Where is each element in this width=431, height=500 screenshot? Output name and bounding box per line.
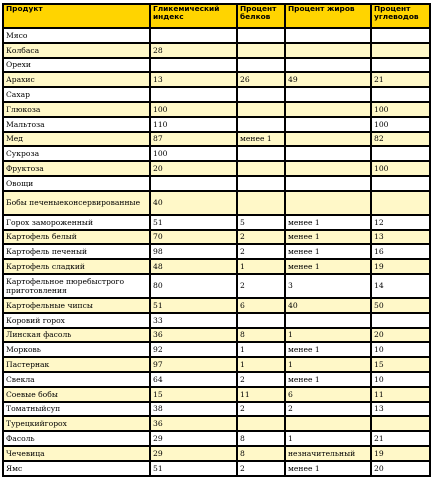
cell-protein: 2 xyxy=(237,244,285,259)
cell-carbs xyxy=(371,416,430,431)
cell-carbs xyxy=(371,43,430,58)
cell-fat: 3 xyxy=(285,274,371,298)
cell-fat: менее 1 xyxy=(285,342,371,357)
table-row xyxy=(3,342,430,357)
cell-glycemic-index xyxy=(150,176,237,191)
header-fat: Процент жиров xyxy=(285,4,371,28)
cell-protein: 5 xyxy=(237,215,285,230)
cell-carbs: 21 xyxy=(371,72,430,87)
cell-glycemic-index: 87 xyxy=(150,132,237,147)
cell-product: Коровий горох xyxy=(3,313,150,328)
cell-product: Овощи xyxy=(3,176,150,191)
cell-fat: 1 xyxy=(285,328,371,343)
cell-fat: 1 xyxy=(285,357,371,372)
cell-glycemic-index: 100 xyxy=(150,102,237,117)
cell-glycemic-index: 36 xyxy=(150,416,237,431)
cell-fat xyxy=(285,102,371,117)
table-row xyxy=(3,274,430,298)
table-row xyxy=(3,230,430,245)
header-product: Продукт xyxy=(3,4,150,28)
cell-product: Мальтоза xyxy=(3,117,150,132)
table-row xyxy=(3,372,430,387)
cell-protein: 1 xyxy=(237,259,285,274)
cell-product: Турецкийгорох xyxy=(3,416,150,431)
cell-carbs: 16 xyxy=(371,244,430,259)
cell-fat: менее 1 xyxy=(285,259,371,274)
cell-fat xyxy=(285,87,371,102)
cell-fat: менее 1 xyxy=(285,215,371,230)
cell-glycemic-index: 110 xyxy=(150,117,237,132)
cell-carbs: 13 xyxy=(371,230,430,245)
cell-protein: 2 xyxy=(237,230,285,245)
table-row xyxy=(3,402,430,417)
cell-fat xyxy=(285,146,371,161)
cell-carbs: 100 xyxy=(371,117,430,132)
cell-glycemic-index: 98 xyxy=(150,244,237,259)
cell-glycemic-index: 29 xyxy=(150,446,237,461)
table-row xyxy=(3,357,430,372)
cell-fat: менее 1 xyxy=(285,461,371,476)
cell-carbs: 20 xyxy=(371,461,430,476)
table-row xyxy=(3,215,430,230)
cell-product: Ямс xyxy=(3,461,150,476)
cell-product: Фруктоза xyxy=(3,161,150,176)
cell-product: Мясо xyxy=(3,28,150,43)
cell-product: Картофельное пюребыстрого приготовления xyxy=(3,274,150,298)
cell-product: Глюкоза xyxy=(3,102,150,117)
cell-protein xyxy=(237,176,285,191)
cell-product: Пастернак xyxy=(3,357,150,372)
cell-protein xyxy=(237,102,285,117)
table-row xyxy=(3,431,430,446)
cell-carbs: 50 xyxy=(371,298,430,313)
cell-carbs xyxy=(371,28,430,43)
cell-protein: 2 xyxy=(237,372,285,387)
cell-fat xyxy=(285,28,371,43)
cell-carbs xyxy=(371,146,430,161)
cell-glycemic-index: 48 xyxy=(150,259,237,274)
cell-carbs: 19 xyxy=(371,259,430,274)
cell-glycemic-index: 97 xyxy=(150,357,237,372)
cell-glycemic-index: 100 xyxy=(150,146,237,161)
table-row xyxy=(3,43,430,58)
cell-fat xyxy=(285,191,371,215)
table-row xyxy=(3,58,430,73)
cell-carbs: 15 xyxy=(371,357,430,372)
cell-product: Горох замороженный xyxy=(3,215,150,230)
header-protein: Процент белков xyxy=(237,4,285,28)
cell-product: Морковь xyxy=(3,342,150,357)
cell-fat xyxy=(285,117,371,132)
cell-protein xyxy=(237,146,285,161)
table-row xyxy=(3,132,430,147)
cell-carbs: 10 xyxy=(371,342,430,357)
cell-carbs: 10 xyxy=(371,372,430,387)
cell-glycemic-index: 51 xyxy=(150,298,237,313)
cell-product: Арахис xyxy=(3,72,150,87)
cell-carbs: 82 xyxy=(371,132,430,147)
cell-glycemic-index: 80 xyxy=(150,274,237,298)
cell-carbs: 13 xyxy=(371,402,430,417)
cell-product: Орехи xyxy=(3,58,150,73)
table-row xyxy=(3,259,430,274)
cell-fat xyxy=(285,58,371,73)
cell-protein: 6 xyxy=(237,298,285,313)
cell-protein xyxy=(237,191,285,215)
cell-carbs: 12 xyxy=(371,215,430,230)
cell-glycemic-index: 64 xyxy=(150,372,237,387)
cell-product: Линская фасоль xyxy=(3,328,150,343)
cell-fat xyxy=(285,313,371,328)
cell-fat xyxy=(285,43,371,58)
table-row xyxy=(3,117,430,132)
cell-glycemic-index: 40 xyxy=(150,191,237,215)
cell-protein xyxy=(237,43,285,58)
cell-carbs xyxy=(371,191,430,215)
cell-fat xyxy=(285,416,371,431)
cell-carbs: 19 xyxy=(371,446,430,461)
cell-product: Сукроза xyxy=(3,146,150,161)
cell-glycemic-index: 51 xyxy=(150,215,237,230)
cell-fat xyxy=(285,176,371,191)
cell-glycemic-index: 29 xyxy=(150,431,237,446)
cell-fat: 2 xyxy=(285,402,371,417)
cell-fat: менее 1 xyxy=(285,244,371,259)
cell-carbs: 20 xyxy=(371,328,430,343)
cell-fat: 1 xyxy=(285,431,371,446)
cell-glycemic-index: 38 xyxy=(150,402,237,417)
cell-product: Картофель печеный xyxy=(3,244,150,259)
table-row xyxy=(3,461,430,476)
cell-carbs: 14 xyxy=(371,274,430,298)
table-row xyxy=(3,87,430,102)
cell-carbs: 100 xyxy=(371,161,430,176)
table-row xyxy=(3,446,430,461)
cell-protein: 1 xyxy=(237,357,285,372)
table-row xyxy=(3,244,430,259)
table-row xyxy=(3,191,430,215)
cell-protein: 11 xyxy=(237,387,285,402)
cell-carbs: 21 xyxy=(371,431,430,446)
cell-carbs: 100 xyxy=(371,102,430,117)
cell-glycemic-index xyxy=(150,87,237,102)
cell-protein: 2 xyxy=(237,461,285,476)
table-row xyxy=(3,387,430,402)
table-row xyxy=(3,72,430,87)
cell-product: Свекла xyxy=(3,372,150,387)
cell-product: Чечевица xyxy=(3,446,150,461)
cell-glycemic-index: 13 xyxy=(150,72,237,87)
cell-protein: 8 xyxy=(237,431,285,446)
glycemic-index-table xyxy=(2,3,431,477)
cell-glycemic-index xyxy=(150,58,237,73)
cell-product: Мед xyxy=(3,132,150,147)
cell-fat: незначительный xyxy=(285,446,371,461)
cell-product: Соевые бобы xyxy=(3,387,150,402)
cell-glycemic-index: 20 xyxy=(150,161,237,176)
cell-protein xyxy=(237,161,285,176)
cell-product: Картофельные чипсы xyxy=(3,298,150,313)
cell-protein: 2 xyxy=(237,274,285,298)
cell-protein xyxy=(237,58,285,73)
cell-glycemic-index: 15 xyxy=(150,387,237,402)
cell-glycemic-index: 33 xyxy=(150,313,237,328)
cell-protein xyxy=(237,313,285,328)
cell-fat: менее 1 xyxy=(285,372,371,387)
cell-fat xyxy=(285,161,371,176)
cell-glycemic-index: 36 xyxy=(150,328,237,343)
cell-protein: 8 xyxy=(237,328,285,343)
cell-protein xyxy=(237,117,285,132)
table-row xyxy=(3,146,430,161)
table-body xyxy=(3,28,430,476)
table-row xyxy=(3,161,430,176)
cell-fat: менее 1 xyxy=(285,230,371,245)
cell-carbs xyxy=(371,87,430,102)
cell-product: Томатныйсуп xyxy=(3,402,150,417)
cell-product: Фасоль xyxy=(3,431,150,446)
cell-fat: 40 xyxy=(285,298,371,313)
table-row xyxy=(3,28,430,43)
header-row xyxy=(3,4,430,28)
cell-product: Картофель сладкий xyxy=(3,259,150,274)
cell-protein: менее 1 xyxy=(237,132,285,147)
cell-glycemic-index: 28 xyxy=(150,43,237,58)
cell-fat xyxy=(285,132,371,147)
header-carbs: Процент углеводов xyxy=(371,4,430,28)
cell-protein: 8 xyxy=(237,446,285,461)
cell-product: Картофель белый xyxy=(3,230,150,245)
table-row xyxy=(3,176,430,191)
cell-protein xyxy=(237,416,285,431)
cell-protein xyxy=(237,28,285,43)
cell-glycemic-index: 70 xyxy=(150,230,237,245)
header-glycemic-index: Гликемический индекс xyxy=(150,4,237,28)
table-row xyxy=(3,298,430,313)
cell-fat: 6 xyxy=(285,387,371,402)
cell-protein: 2 xyxy=(237,402,285,417)
cell-protein: 26 xyxy=(237,72,285,87)
table-row xyxy=(3,313,430,328)
table-row xyxy=(3,328,430,343)
cell-fat: 49 xyxy=(285,72,371,87)
cell-carbs: 11 xyxy=(371,387,430,402)
cell-glycemic-index xyxy=(150,28,237,43)
cell-protein: 1 xyxy=(237,342,285,357)
gi-table-wrapper xyxy=(2,3,429,477)
cell-product: Бобы печеныеконсервированные xyxy=(3,191,150,215)
cell-protein xyxy=(237,87,285,102)
cell-glycemic-index: 51 xyxy=(150,461,237,476)
cell-product: Сахар xyxy=(3,87,150,102)
cell-product: Колбаса xyxy=(3,43,150,58)
table-row xyxy=(3,416,430,431)
cell-carbs xyxy=(371,313,430,328)
cell-glycemic-index: 92 xyxy=(150,342,237,357)
cell-carbs xyxy=(371,176,430,191)
cell-carbs xyxy=(371,58,430,73)
table-row xyxy=(3,102,430,117)
